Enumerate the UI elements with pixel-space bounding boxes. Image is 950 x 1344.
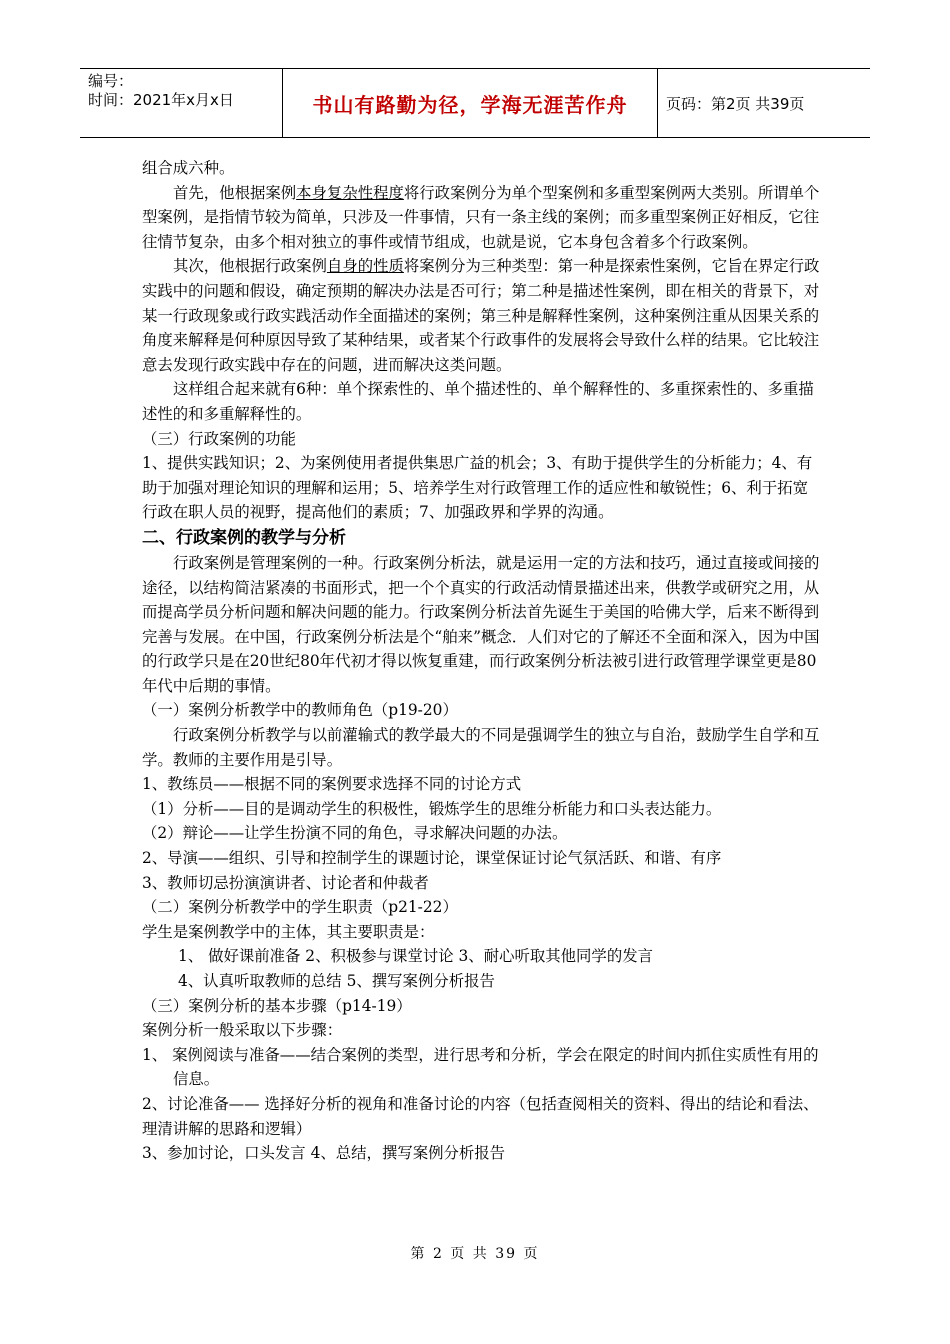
underlined-term: 自身的性质 (326, 257, 404, 276)
text-run: 首先，他根据案例 (173, 183, 297, 202)
list-item: 2、讨论准备—— 选择好分析的视角和准备讨论的内容（包括查阅相关的资料、得出的结论和看法、理清讲解的思路和逻辑） (142, 1094, 819, 1138)
paragraph (142, 181, 822, 255)
paragraph: 1、提供实践知识；2、为案例使用者提供集思广益的机会；3、有助于提供学生的分析能力；4、有助于加强对理论知识的理解和运用；5、培养学生对行政管理工作的适应性和敏锐性；6、利于拓宽行政在职人员的视野，提高他们的素质；7、加强政界和学界的沟通。 (142, 454, 813, 522)
list-item: 4、认真听取教师的总结 5、撰写案例分析报告 (178, 972, 495, 990)
list-item: （2）辩论——让学生扮演不同的角色，寻求解决问题的办法。 (142, 824, 568, 843)
paragraph: 案例分析一般采取以下步骤： (142, 1021, 343, 1040)
document-body (142, 156, 822, 1166)
section-heading: 二、行政案例的教学与分析 (142, 527, 346, 548)
paragraph: 学生是案例教学中的主体，其主要职责是： (142, 922, 435, 941)
section-subheading: （三）案例分析的基本步骤（p14-19） (142, 996, 412, 1015)
paragraph: 这样组合起来就有6种：单个探索性的、单个描述性的、单个解释性的、多重探索性的、多重描述性的和多重解释性的。 (142, 380, 814, 423)
text-run: 将行政案例分为单个型案例和多重型案例两大类别。所谓单个型案例，是指情节较为简单，只涉及一件事情，只有一条主线的案例；而多重型案例正好相反，它往往情节复杂，由多个相对独立的事件或情节组成，也就是说，它本身包含着多个行政案例。 (142, 183, 820, 251)
text-run: 其次，他根据行政案例 (173, 257, 327, 276)
list-item: 3、教师切忌扮演演讲者、讨论者和仲裁者 (142, 873, 429, 892)
list-item: （1）分析——目的是调动学生的积极性，锻炼学生的思维分析能力和口头表达能力。 (142, 799, 722, 818)
page-header (80, 68, 870, 138)
header-meta (80, 69, 283, 137)
list-item: 1、教练员——根据不同的案例要求选择不同的讨论方式 (142, 775, 522, 794)
paragraph: 组合成六种。 (142, 159, 235, 177)
list-item: 2、导演——组织、引导和控制学生的课题讨论，课堂保证讨论气氛活跃、和谐、有序 (142, 849, 722, 868)
header-motto: 书山有路勤为径，学海无涯苦作舟 (283, 69, 658, 137)
paragraph (142, 254, 822, 377)
doc-number-label: 编号： (88, 72, 134, 90)
doc-time-label: 时间：2021年x月x日 (88, 91, 234, 109)
list-item: 1、 案例阅读与准备——结合案例的类型，进行思考和分析，学会在限定的时间内抓住实质性有用的信息。 (142, 1045, 819, 1089)
list-item: 3、参加讨论，口头发言 4、总结，撰写案例分析报告 (142, 1144, 506, 1163)
text-run: 将案例分为三种类型：第一种是探索性案例，它旨在界定行政实践中的问题和假设，确定预期的解决办法是否可行；第二种是描述性案例，即在相关的背景下，对某一行政现象或行政实践活动作全面描述的案例；第三种是解释性案例，这种案例注重从因果关系的角度来解释是何种原因导致了某种结果，或者某个行政事件的发展将会导致什么样的结果。它比较注意去发现行政实践中存在的问题，进而解决这类问题。 (142, 257, 820, 374)
section-subheading: （三）行政案例的功能 (142, 429, 296, 448)
header-page-label: 页码：第2页 共39页 (666, 94, 805, 113)
list-item: 1、 做好课前准备 2、积极参与课堂讨论 3、耐心听取其他同学的发言 (178, 947, 653, 966)
paragraph: 行政案例分析教学与以前灌输式的教学最大的不同是强调学生的独立与自治，鼓励学生自学和互学。教师的主要作用是引导。 (142, 726, 820, 769)
section-subheading: （一）案例分析教学中的教师角色（p19-20） (142, 701, 458, 720)
section-subheading: （二）案例分析教学中的学生职责（p21-22） (142, 898, 458, 917)
paragraph: 行政案例是管理案例的一种。行政案例分析法，就是运用一定的方法和技巧，通过直接或间接的途径，以结构简洁紧凑的书面形式，把一个个真实的行政活动情景描述出来，供教学或研究之用，从而提高学员分析问题和解决问题的能力。行政案例分析法首先诞生于美国的哈佛大学，后来不断得到完善与发展。在中国，行政案例分析法是个“舶来”概念．人们对它的了解还不全面和深入，因为中国的行政学只是在20世纪80年代初才得以恢复重建，而行政案例分析法被引进行政管理学课堂更是80年代中后期的事情。 (142, 553, 820, 695)
underlined-term: 本身复杂性程度 (296, 183, 404, 202)
page-footer: 第 2 页 共 39 页 (410, 1246, 540, 1262)
